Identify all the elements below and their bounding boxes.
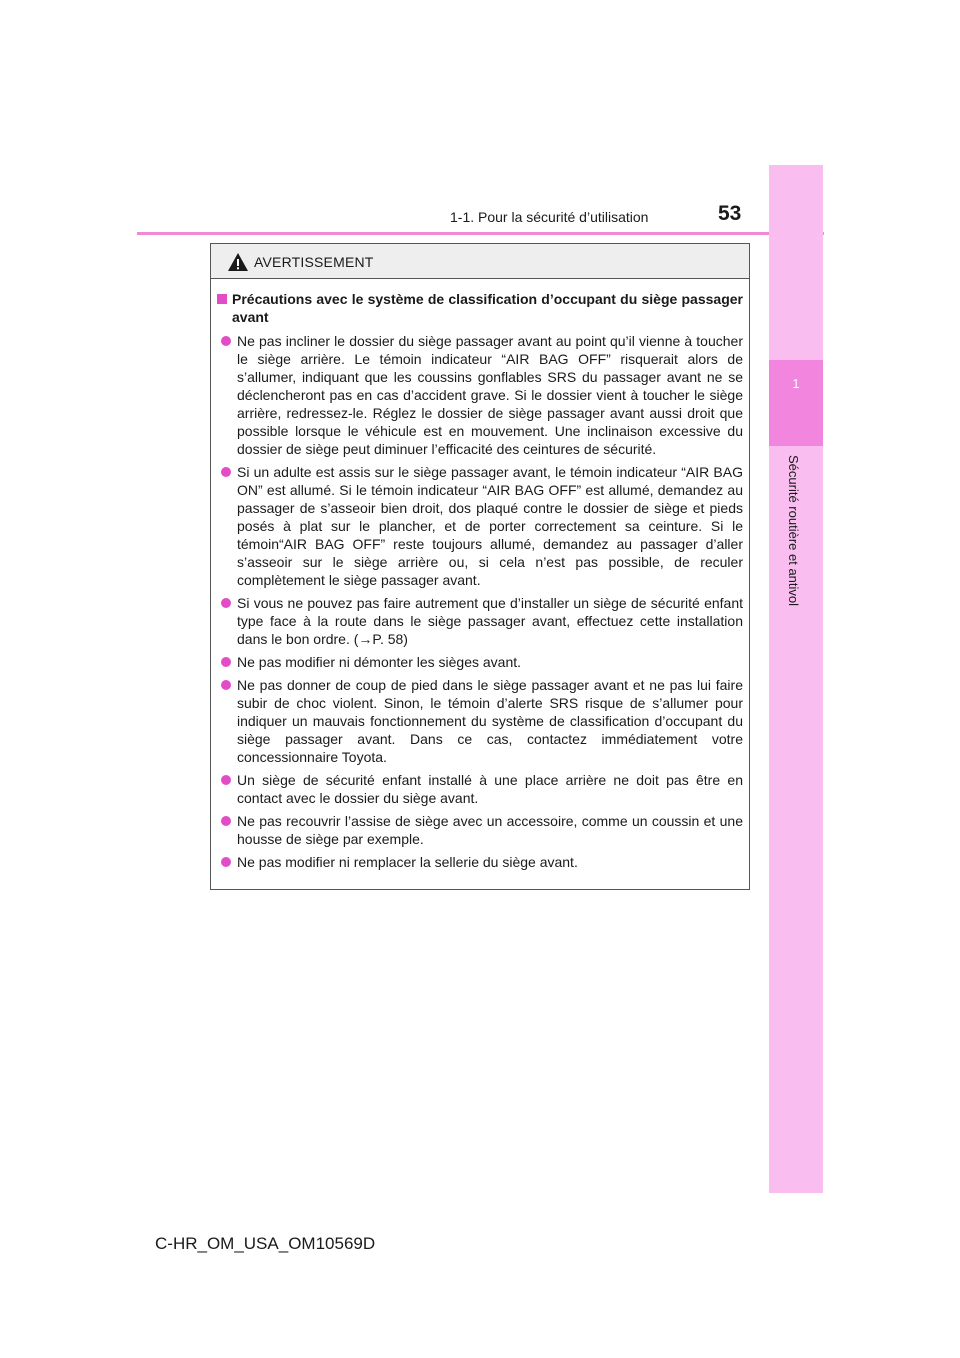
list-item [217,771,743,807]
bullet-dot-icon [221,857,231,867]
list-item [217,676,743,766]
warning-header [211,244,749,279]
warning-box [210,243,750,890]
warning-body [211,279,749,871]
list-item [217,463,743,589]
page-number: 53 [718,202,742,225]
list-item-text: Ne pas modifier ni démonter les sièges avant. [237,654,522,670]
chapter-number: 1 [792,376,800,391]
list-item-text: Ne pas incliner le dossier du siège passager avant au point qu’il vienne à toucher le siège arrière. Le témoin indicateur “AIR BAG OFF” risquerait alors de s’allumer, indiquant que les coussins gonflables SRS du passager avant ne se déclencheront pas en cas d’accident grave. Si le dossier vient à toucher le siège arrière, redressez-le. Réglez le dossier de siège passager avant aussi droit que possible lorsque le véhicule est en mouvement. Une inclinaison excessive du dossier de siège peut diminuer l’efficacité des ceintures de sécurité. [237,333,743,457]
bullet-dot-icon [221,816,231,826]
list-item [217,812,743,848]
section-title: 1-1. Pour la sécurité d’utilisation [450,209,649,225]
chapter-side-tab [769,165,823,1193]
bullet-dot-icon [221,336,231,346]
list-item-text: Si un adulte est assis sur le siège passager avant, le témoin indicateur “AIR BAG ON” est allumé. Si le témoin indicateur “AIR BAG OFF” est allumé, demandez au passager de s’asseoir bien droit, dos plaqué contre le dossier de siège et pieds posés à plat sur le plancher, et de porter correctement sa ceinture. Si le témoin“AIR BAG OFF” reste toujours allumé, demandez au passager d’aller s’asseoir sur le siège arrière ou, si cela n’est pas possible, de reculer complètement le siège passager avant. [237,464,743,588]
warning-section-title: Précautions avec le système de classification d’occupant du siège passager avant [232,291,743,325]
document-code: C-HR_OM_USA_OM10569D [155,1234,376,1253]
bullet-dot-icon [221,467,231,477]
list-item [217,853,743,871]
list-item [217,653,743,671]
list-item-text: Ne pas donner de coup de pied dans le siège passager avant et ne pas lui faire subir de choc violent. Sinon, le témoin d’alerte SRS risque de s’allumer pour indiquer un mauvais fonctionnement du système de classification d’occupant du siège passager avant. Dans ce cas, contactez immédiatement votre concessionnaire Toyota. [237,677,743,765]
list-item [217,594,743,648]
list-item-text: Si vous ne pouvez pas faire autrement que d’installer un siège de sécurité enfant type face à la route dans le siège passager avant, effectuez cette installation dans le bon ordre. (→P. 58) [237,595,743,647]
chapter-number-block [769,360,823,446]
chapter-title: Sécurité routière et antivol [786,455,801,607]
bullet-dot-icon [221,657,231,667]
bullet-dot-icon [221,775,231,785]
header-divider [137,232,824,235]
square-bullet-icon [217,294,227,304]
list-item-text: Ne pas modifier ni remplacer la sellerie du siège avant. [237,854,578,870]
warning-section-heading [217,290,743,326]
warning-triangle-icon [227,252,249,272]
warning-title: AVERTISSEMENT [254,254,374,270]
list-item-text: Un siège de sécurité enfant installé à une place arrière ne doit pas être en contact avec le dossier du siège avant. [237,772,743,806]
bullet-dot-icon [221,598,231,608]
list-item-text: Ne pas recouvrir l’assise de siège avec un accessoire, comme un coussin et une housse de siège par exemple. [237,813,743,847]
list-item [217,332,743,458]
bullet-dot-icon [221,680,231,690]
